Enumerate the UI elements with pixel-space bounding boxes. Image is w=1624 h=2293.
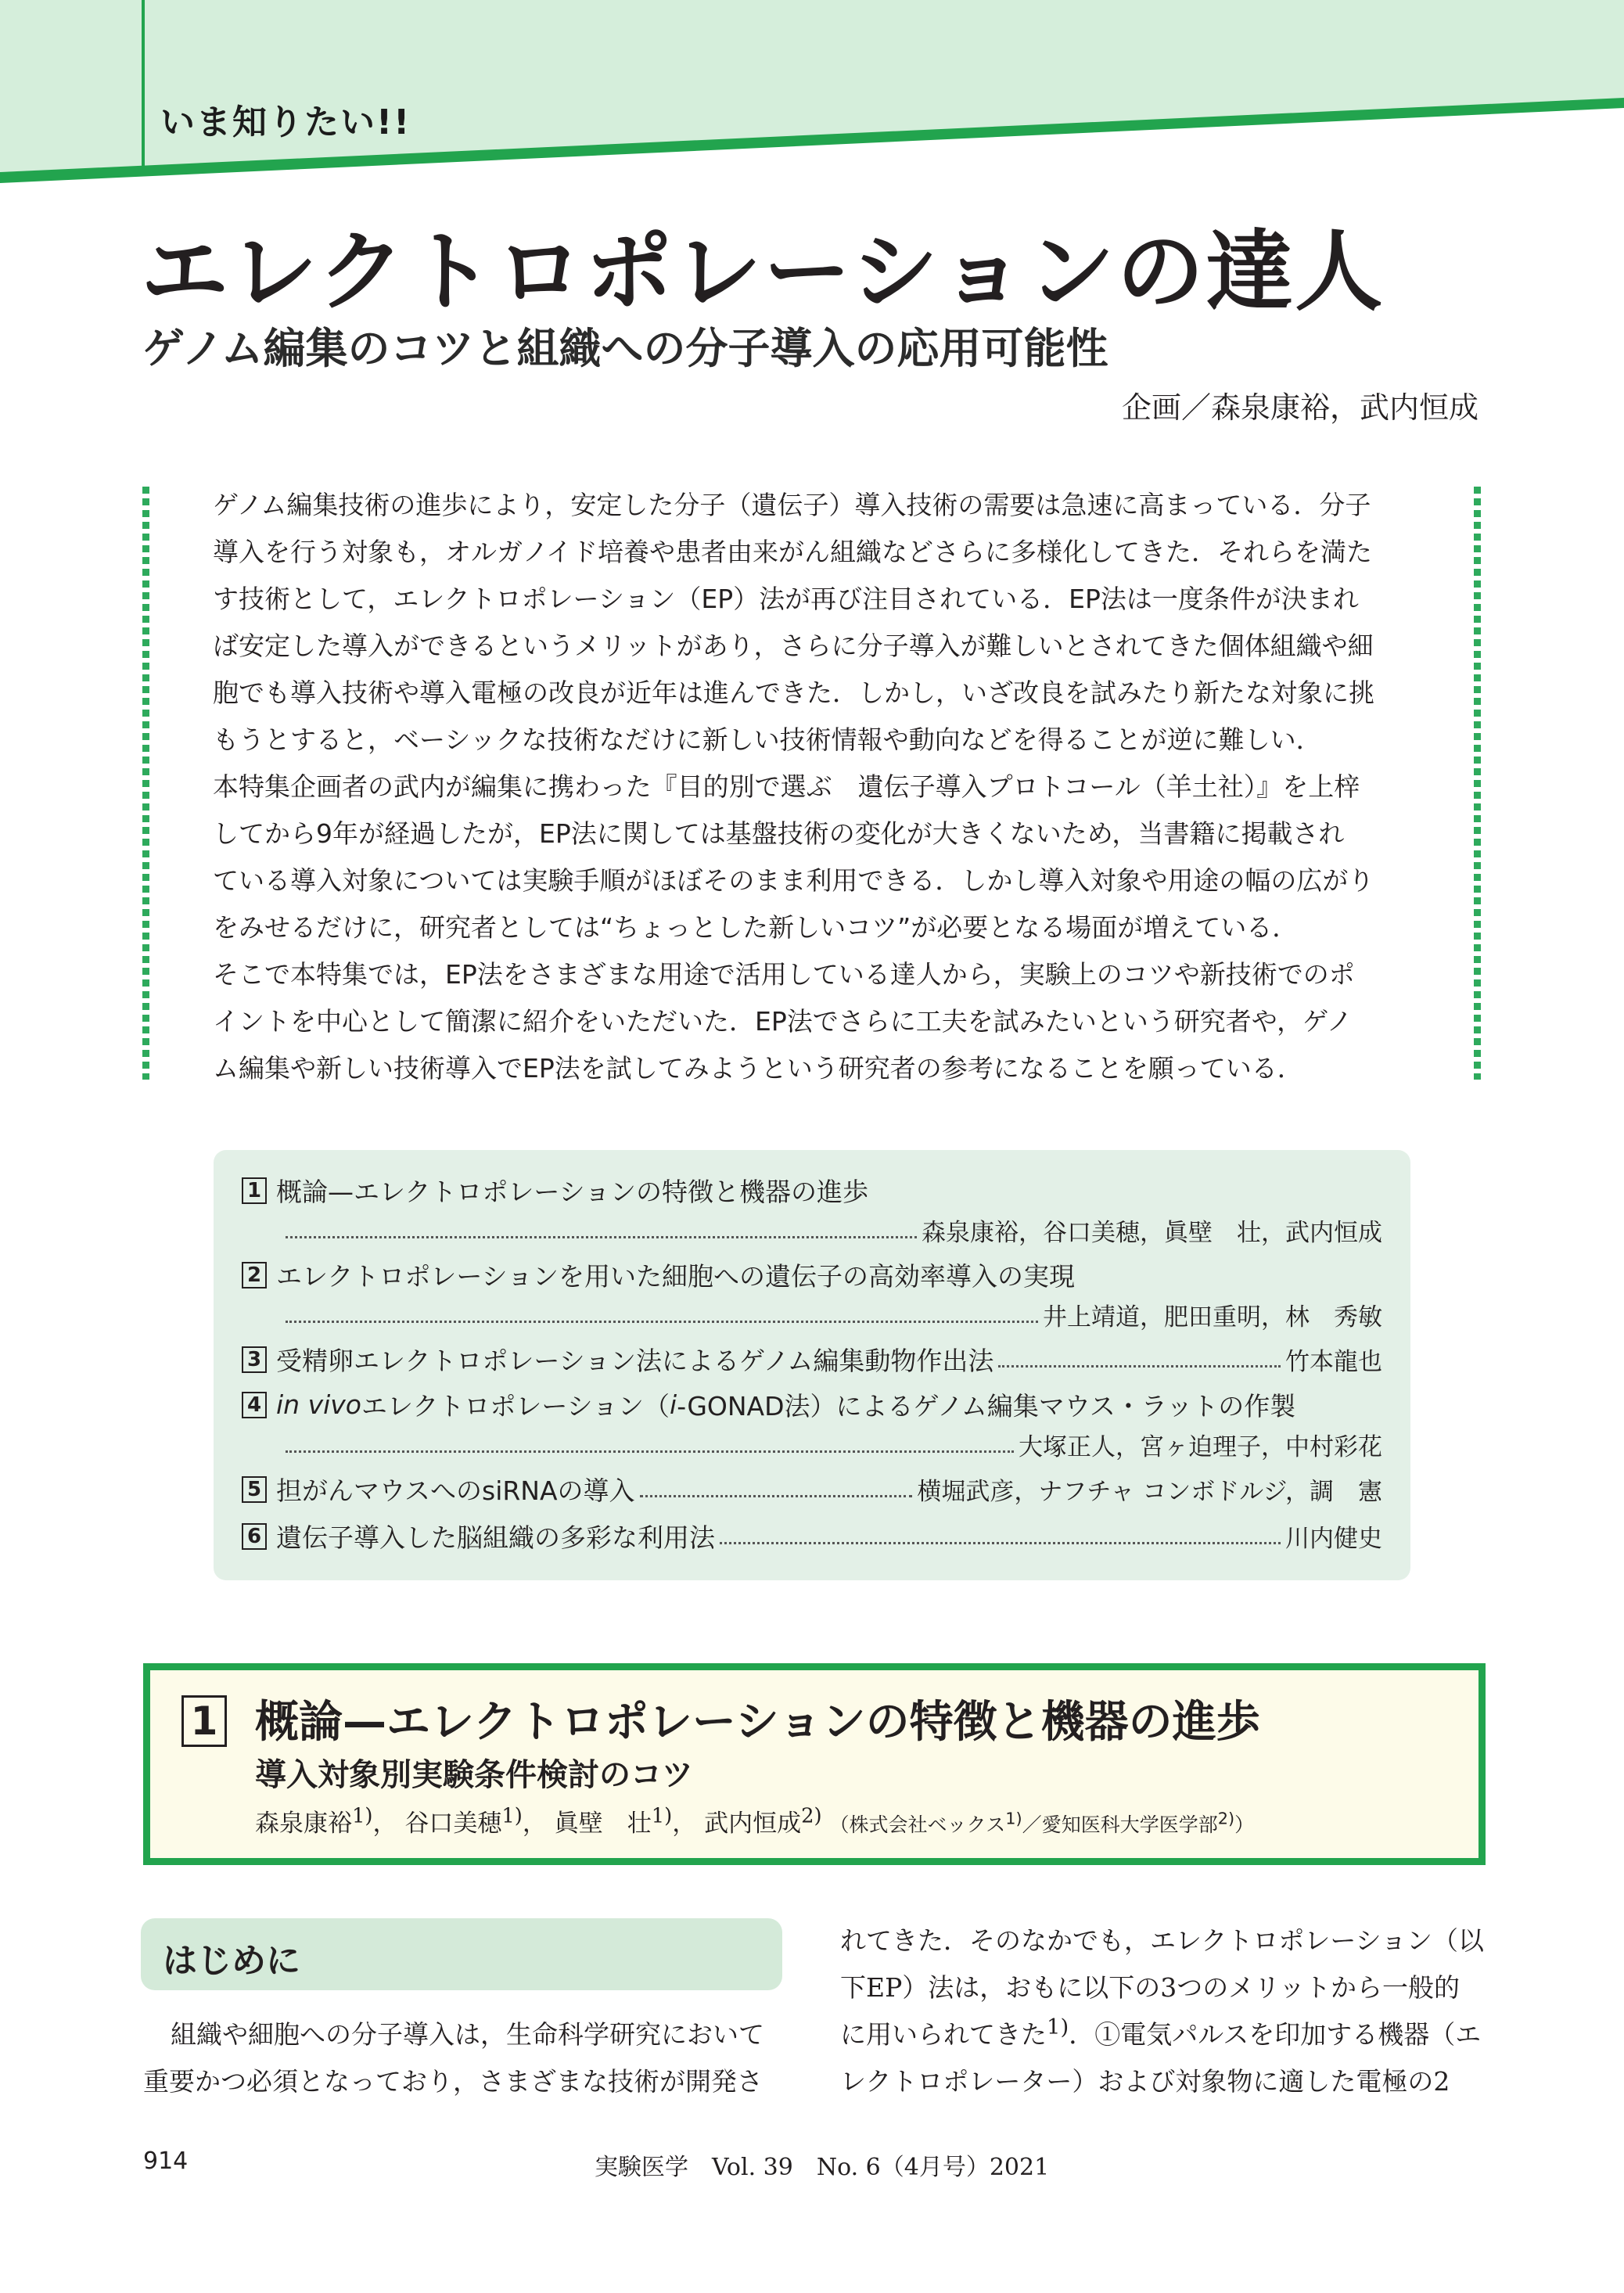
dot-leader — [286, 1222, 917, 1238]
toc-title: エレクトロポレーション（ — [361, 1391, 670, 1421]
body-text: ．①電気パルスを印加する機器（エ — [1069, 2019, 1482, 2050]
toc-authors: 井上靖道，肥田重明，林 秀敏 — [1043, 1303, 1382, 1332]
toc-title: -GONAD法）によるゲノム編集マウス・ラットの作製 — [677, 1391, 1296, 1421]
abstract-line: イントを中心として簡潔に紹介をいただいた．EP法でさらに工夫を試みたいという研究者や，ゲノ — [213, 1006, 1353, 1037]
toc-title: 担がんマウスへのsiRNAの導入 — [276, 1475, 635, 1506]
table-of-contents — [214, 1150, 1410, 1580]
abstract-right-rule — [1474, 487, 1481, 1080]
toc-number: 1 — [242, 1177, 267, 1204]
abstract-left-rule — [142, 487, 149, 1080]
toc-authors: 横堀武彦，ナフチャ コンボドルジ，調 憲 — [917, 1478, 1382, 1506]
abstract-line: ム編集や新しい技術導入でEP法を試してみようという研究者の参考になることを願っている． — [213, 1053, 1303, 1084]
affiliation-mark: 2) — [1217, 1809, 1235, 1828]
toc-title-italic: in vivo — [276, 1389, 361, 1420]
journal-info: 実験医学 Vol. 39 No. 6（4月号）2021 — [595, 2154, 1050, 2181]
body-line: れてきた．そのなかでも，エレクトロポレーション（以 — [840, 1925, 1485, 1956]
page-title: エレクトロポレーションの達人 — [141, 221, 1385, 323]
dot-leader — [998, 1351, 1281, 1368]
author-mark: 1) — [501, 1804, 523, 1828]
dot-leader — [286, 1306, 1038, 1323]
abstract-line: ている導入対象については実験手順がほぼそのまま利用できる．しかし導入対象や用途の幅の広がり — [213, 865, 1374, 896]
abstract-line: ゲノム編集技術の進歩により，安定した分子（遺伝子）導入技術の需要は急速に高まっている．分子 — [213, 490, 1371, 520]
abstract-line: 本特集企画者の武内が編集に携わった『目的別で選ぶ 遺伝子導入プロトコール（羊土社）』を上梓 — [213, 771, 1360, 802]
author-mark: 1) — [651, 1804, 673, 1828]
toc-title-italic: i — [670, 1389, 677, 1420]
toc-title: 遺伝子導入した脳組織の多彩な利用法 — [276, 1522, 715, 1553]
abstract-line: す技術として，エレクトロポレーション（EP）法が再び注目されている．EP法は一度条件が決まれ — [213, 584, 1359, 614]
dot-leader — [286, 1436, 1014, 1453]
affiliations: （株式会社ベックス$^{1)}$／愛知医科大学医学部$^{2)}$） — [829, 1809, 1255, 1836]
toc-number: 5 — [242, 1476, 267, 1503]
toc-item-3[interactable] — [242, 1341, 1382, 1378]
toc-authors: 大塚正人，宮ヶ迫理子，中村彩花 — [1019, 1433, 1382, 1461]
article-title: 概論—エレクトロポレーションの特徴と機器の進歩 — [255, 1697, 1260, 1748]
body-line — [840, 2014, 1481, 2051]
toc-authors: 森泉康裕，谷口美穂，眞壁 壮，武内恒成 — [922, 1219, 1382, 1247]
planners: 企画／森泉康裕，武内恒成 — [1121, 390, 1478, 425]
author-name: 武内恒成 — [704, 1810, 802, 1838]
body-line: レクトロポレーター）および対象物に適した電極の2 — [840, 2066, 1450, 2097]
toc-authors: 川内健史 — [1285, 1525, 1382, 1553]
toc-title: 概論—エレクトロポレーションの特徴と機器の進歩 — [276, 1177, 869, 1207]
author-name: 眞壁 壮 — [554, 1810, 652, 1838]
series-label: いま知りたい!! — [160, 102, 411, 142]
page-number: 914 — [143, 2147, 189, 2175]
body-line: 重要かつ必須となっており，さまざまな技術が開発さ — [143, 2066, 763, 2097]
abstract-line: してから9年が経過したが，EP法に関しては基盤技術の変化が大きくないため，当書籍に掲載され — [213, 818, 1345, 849]
toc-item-2[interactable] — [242, 1256, 1382, 1293]
article-header — [143, 1663, 1486, 1865]
section-heading — [141, 1918, 782, 1990]
affiliation-mark: 1) — [1005, 1809, 1022, 1828]
abstract-line: そこで本特集では，EP法をさまざまな用途で活用している達人から，実験上のコツや新技術でのポ — [213, 959, 1355, 990]
toc-item-5[interactable] — [242, 1471, 1382, 1508]
author-name: 谷口美穂 — [404, 1810, 502, 1838]
dot-leader — [640, 1481, 913, 1497]
toc-title: 受精卵エレクトロポレーション法によるゲノム編集動物作出法 — [276, 1346, 994, 1376]
toc-item-1[interactable] — [242, 1172, 1382, 1209]
body-text: に用いられてきた — [840, 2019, 1047, 2050]
abstract-line: 導入を行う対象も，オルガノイド培養や患者由来がん組織などさらに多様化してきた．それらを満た — [213, 537, 1373, 567]
toc-authors-row — [242, 1427, 1382, 1462]
toc-number: 3 — [242, 1346, 267, 1373]
abstract-line: もうとすると，ベーシックな技術なだけに新しい技術情報や動向などを得ることが逆に難しい． — [213, 724, 1322, 755]
toc-title: エレクトロポレーションを用いた細胞への遺伝子の高効率導入の実現 — [276, 1261, 1076, 1292]
body-line: 組織や細胞への分子導入は，生命科学研究において — [171, 2019, 764, 2050]
affiliation: 株式会社ベックス — [849, 1813, 1006, 1836]
toc-number: 4 — [242, 1392, 267, 1418]
toc-authors-row — [242, 1297, 1382, 1332]
toc-authors-row — [242, 1213, 1382, 1248]
page-subtitle: ゲノム編集のコツと組織への分子導入の応用可能性 — [142, 324, 1108, 373]
section-title: はじめに — [163, 1941, 300, 1981]
toc-authors: 竹本龍也 — [1285, 1348, 1382, 1376]
toc-item-6[interactable] — [242, 1518, 1382, 1554]
dot-leader — [720, 1528, 1281, 1544]
abstract-line: 胞でも導入技術や導入電極の改良が近年は進んできた．しかし，いざ改良を試みたり新たな対象に挑 — [213, 677, 1374, 708]
author-mark: 2) — [801, 1804, 822, 1828]
citation-mark: 1) — [1047, 2014, 1069, 2040]
affiliation: 愛知医科大学医学部 — [1041, 1813, 1218, 1836]
article-subtitle: 導入対象別実験条件検討のコツ — [255, 1757, 693, 1793]
toc-item-4[interactable] — [242, 1386, 1382, 1423]
article-number: 1 — [181, 1695, 227, 1747]
body-line: 下EP）法は，おもに以下の3つのメリットから一般的 — [840, 1972, 1460, 2003]
toc-number: 2 — [242, 1262, 267, 1288]
author-name: 森泉康裕 — [255, 1810, 352, 1838]
abstract-line: をみせるだけに，研究者としては“ちょっとした新しいコツ”が必要となる場面が増えている． — [213, 912, 1299, 943]
abstract-line: ば安定した導入ができるというメリットがあり，さらに分子導入が難しいとされてきた個体組織や細 — [213, 631, 1374, 661]
author-mark: 1) — [352, 1804, 373, 1828]
article-authors: 森泉康裕$^{1)}$， 谷口美穂$^{1)}$， 眞壁 壮$^{1)}$， 武内恒成$^{2)}$ （株式会社ベックス$^{1)}$／愛知医科大学医学部$^{2)}$） — [255, 1804, 1255, 1838]
toc-number: 6 — [242, 1523, 267, 1550]
